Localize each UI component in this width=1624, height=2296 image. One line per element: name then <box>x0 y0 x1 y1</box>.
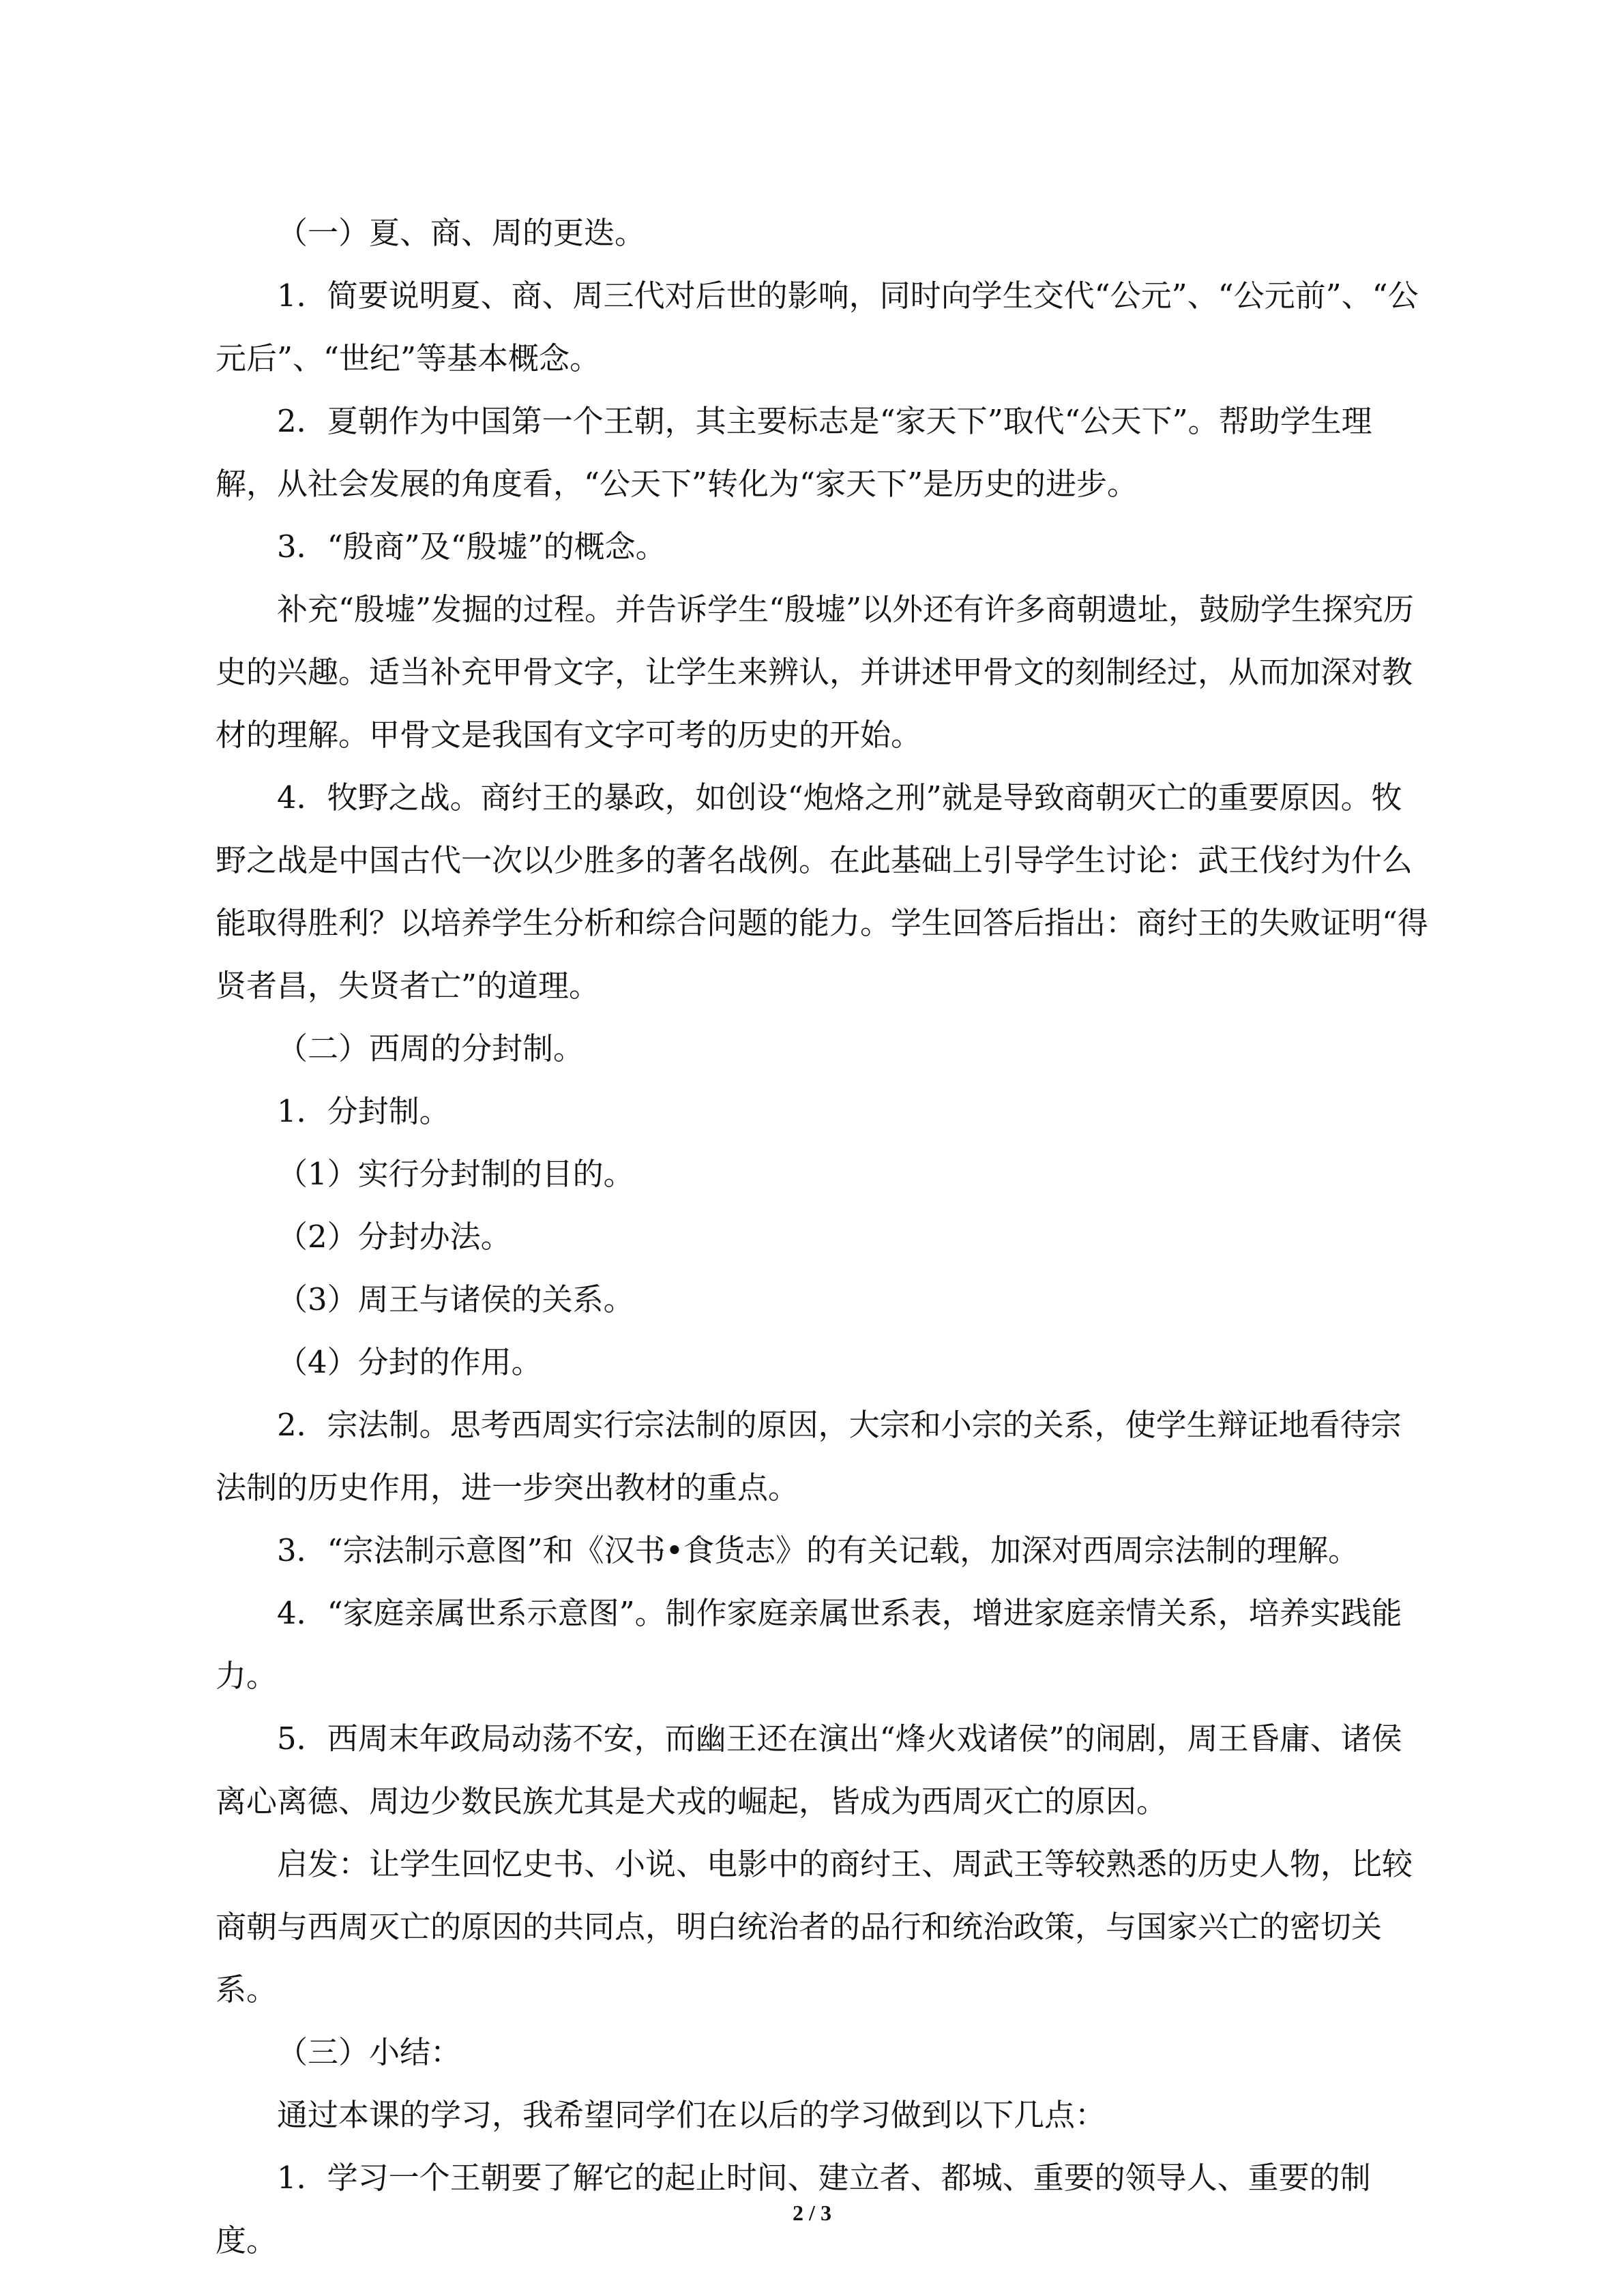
paragraph-subitem-3: （3）周王与诸侯的关系。 <box>277 1281 634 1317</box>
paragraph-subitem-1: （1）实行分封制的目的。 <box>277 1156 634 1192</box>
paragraph-item-4-muye-battle: 4．牧野之战。商纣王的暴政，如创设“炮烙之刑”就是导致商朝灭亡的重要原因。牧野之战是中国古代一次以少胜多的著名战例。在此基础上引导学生讨论：武王伐纣为什么能取得胜利？以培养学生分析和综合问题的能力。学生回答后指出：商纣王的失败证明“得贤者昌，失贤者亡”的道理。 <box>216 779 1429 1004</box>
paragraph-subitem-2: （2）分封办法。 <box>277 1219 512 1255</box>
paragraph-summary-intro: 通过本课的学习，我希望同学们在以后的学习做到以下几点： <box>277 2097 1106 2133</box>
section-heading-summary: （三）小结： <box>277 2034 462 2070</box>
paragraph-item-2-zongfa: 2．宗法制。思考西周实行宗法制的原因，大宗和小宗的关系，使学生辩证地看待宗法制的历史作用，进一步突出教材的重点。 <box>216 1407 1402 1506</box>
paragraph-summary-item-1: 1．学习一个王朝要了解它的起止时间、建立者、都城、重要的领导人、重要的制度。 <box>216 2160 1371 2258</box>
section-heading-western-zhou: （二）西周的分封制。 <box>277 1030 585 1067</box>
paragraph-item-5-western-zhou-fall: 5．西周末年政局动荡不安，而幽王还在演出“烽火戏诸侯”的闹剧，周王昏庸、诸侯离心离德、周边少数民族尤其是犬戎的崛起，皆成为西周灭亡的原因。 <box>216 1720 1402 1819</box>
paragraph-item-4-family-tree: 4．“家庭亲属世系示意图”。制作家庭亲属世系表，增进家庭亲情关系，培养实践能力。 <box>216 1595 1402 1694</box>
paragraph-item-3-yin-shang: 3．“殷商”及“殷墟”的概念。 <box>277 528 666 565</box>
paragraph-item-2-xia-dynasty: 2．夏朝作为中国第一个王朝，其主要标志是“家天下”取代“公天下”。帮助学生理解，从社会发展的角度看，“公天下”转化为“家天下”是历史的进步。 <box>216 403 1372 502</box>
paragraph-subitem-4: （4）分封的作用。 <box>277 1344 542 1380</box>
page-number: 2 / 3 <box>793 2201 831 2225</box>
paragraph-inspiration: 启发：让学生回忆史书、小说、电影中的商纣王、周武王等较熟悉的历史人物，比较商朝与西周灭亡的原因的共同点，明白统治者的品行和统治政策，与国家兴亡的密切关系。 <box>216 1846 1413 2008</box>
paragraph-yinxu-supplement: 补充“殷墟”发掘的过程。并告诉学生“殷墟”以外还有许多商朝遗址，鼓励学生探究历史的兴趣。适当补充甲骨文字，让学生来辨认，并讲述甲骨文的刻制经过，从而加深对教材的理解。甲骨文是我国有文字可考的历史的开始。 <box>216 591 1415 753</box>
paragraph-item-3-zongfa-diagram: 3．“宗法制示意图”和《汉书•食货志》的有关记载，加深对西周宗法制的理解。 <box>277 1532 1359 1568</box>
section-heading-xia-shang-zhou: （一）夏、商、周的更迭。 <box>277 215 646 251</box>
document-body <box>216 202 1430 2272</box>
paragraph-item-1-fengjian: 1．分封制。 <box>277 1093 450 1129</box>
paragraph-item-1-influence: 1．简要说明夏、商、周三代对后世的影响，同时向学生交代“公元”、“公元前”、“公元后”、“世纪”等基本概念。 <box>216 278 1419 376</box>
